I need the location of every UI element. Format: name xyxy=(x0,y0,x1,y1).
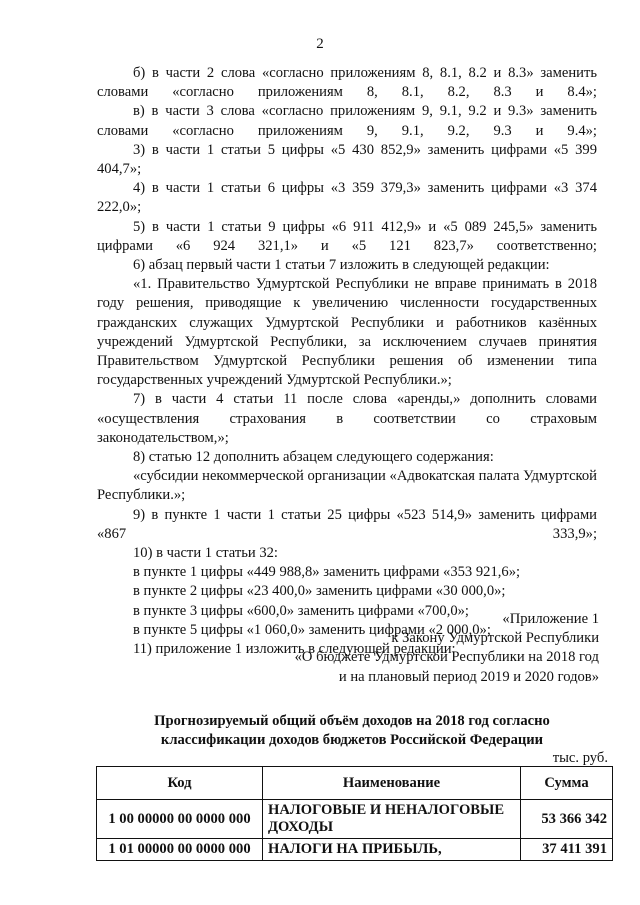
paragraph-5: 5) в части 1 статьи 9 цифры «6 911 412,9» и «5 089 245,5» заменить цифрами «6 924 321,1» и «5 121 823,7» соответственно; xyxy=(97,218,597,254)
page-number: 2 xyxy=(316,36,324,52)
row-name: НАЛОГОВЫЕ И НЕНАЛОГОВЫЕ ДОХОДЫ xyxy=(263,800,521,839)
appendix-header xyxy=(97,610,599,687)
table-title-line-2: классификации доходов бюджетов Российской Федерации xyxy=(160,732,544,748)
revenue-table xyxy=(96,766,613,861)
table-title-line-1: Прогнозируемый общий объём доходов на 2018 год согласно xyxy=(154,713,550,729)
row-sum: 37 411 391 xyxy=(521,839,613,861)
row-code: 1 00 00000 00 0000 000 xyxy=(97,800,263,839)
paragraph-10-item-2: в пункте 2 цифры «23 400,0» заменить цифрами «30 000,0»; xyxy=(133,583,506,600)
paragraph-3: 3) в части 1 статьи 5 цифры «5 430 852,9» заменить цифрами «5 399 404,7»; xyxy=(97,141,597,178)
paragraph-9: 9) в пункте 1 части 1 статьи 25 цифры «523 514,9» заменить цифрами «867 333,9»; xyxy=(97,506,597,542)
paragraph-b-part-2: б) в части 2 слова «согласно приложениям 8, 8.1, 8.2 и 8.3» заменить словами «согласно приложениям 8, 8.1, 8.2, 8.3 и 8.4»; xyxy=(97,65,597,101)
paragraph-6: 6) абзац первый части 1 статьи 7 изложить в следующей редакции: xyxy=(133,257,550,274)
row-code: 1 01 00000 00 0000 000 xyxy=(97,839,263,861)
table-row xyxy=(97,839,613,861)
table-row xyxy=(97,800,613,839)
row-name: НАЛОГИ НА ПРИБЫЛЬ, xyxy=(263,839,521,861)
paragraph-11: 11) приложение 1 изложить в следующей редакции: xyxy=(133,641,456,658)
paragraph-10: 10) в части 1 статьи 32: xyxy=(133,545,278,562)
appendix-line-1: «Приложение 1 xyxy=(502,611,599,627)
row-sum: 53 366 342 xyxy=(521,800,613,839)
table-header-row xyxy=(97,767,613,800)
paragraph-6-quote: «1. Правительство Удмуртской Республики не вправе принимать в 2018 году решения, приводящие к увеличению численности государственных гражданских служащих Удмуртской Республики и работников казённых учреждений Удмуртской Республики, за исключением случаев принятия Правительством Удмуртской Республики решения об изменении типа государственных учреждений Удмуртской Республики.»; xyxy=(97,276,597,389)
appendix-line-3: «О бюджете Удмуртской Республики на 2018 год xyxy=(294,649,599,666)
appendix-line-4: и на плановый период 2019 и 2020 годов» xyxy=(338,668,599,685)
units-label: тыс. руб. xyxy=(552,750,608,766)
document-body xyxy=(97,64,597,659)
paragraph-4: 4) в части 1 статьи 6 цифры «3 359 379,3» заменить цифрами «3 374 222,0»; xyxy=(97,180,597,216)
paragraph-8: 8) статью 12 дополнить абзацем следующего содержания: xyxy=(133,449,494,466)
paragraph-10-item-1: в пункте 1 цифры «449 988,8» заменить цифрами «353 921,6»; xyxy=(133,564,521,581)
appendix-line-2: к Закону Удмуртской Республики xyxy=(391,630,599,647)
header-name: Наименование xyxy=(263,767,521,800)
header-sum: Сумма xyxy=(521,767,613,800)
paragraph-10-item-5: в пункте 5 цифры «1 060,0» заменить цифрами «2 000,0»; xyxy=(133,621,491,638)
paragraph-v-part-3: в) в части 3 слова «согласно приложениям 9, 9.1, 9.2 и 9.3» заменить словами «согласно приложениям 9, 9.1, 9.2, 9.3 и 9.4»; xyxy=(97,103,597,139)
paragraph-7: 7) в части 4 статьи 11 после слова «аренды,» дополнить словами «осуществления страхования в соответствии со страховым законодательством,»; xyxy=(97,391,597,446)
paragraph-8-quote: «субсидии некоммерческой организации «Адвокатская палата Удмуртской Республики.»; xyxy=(97,468,597,504)
table-title xyxy=(97,712,607,750)
paragraph-10-item-3: в пункте 3 цифры «600,0» заменить цифрами «700,0»; xyxy=(133,602,469,619)
header-code: Код xyxy=(97,767,263,800)
